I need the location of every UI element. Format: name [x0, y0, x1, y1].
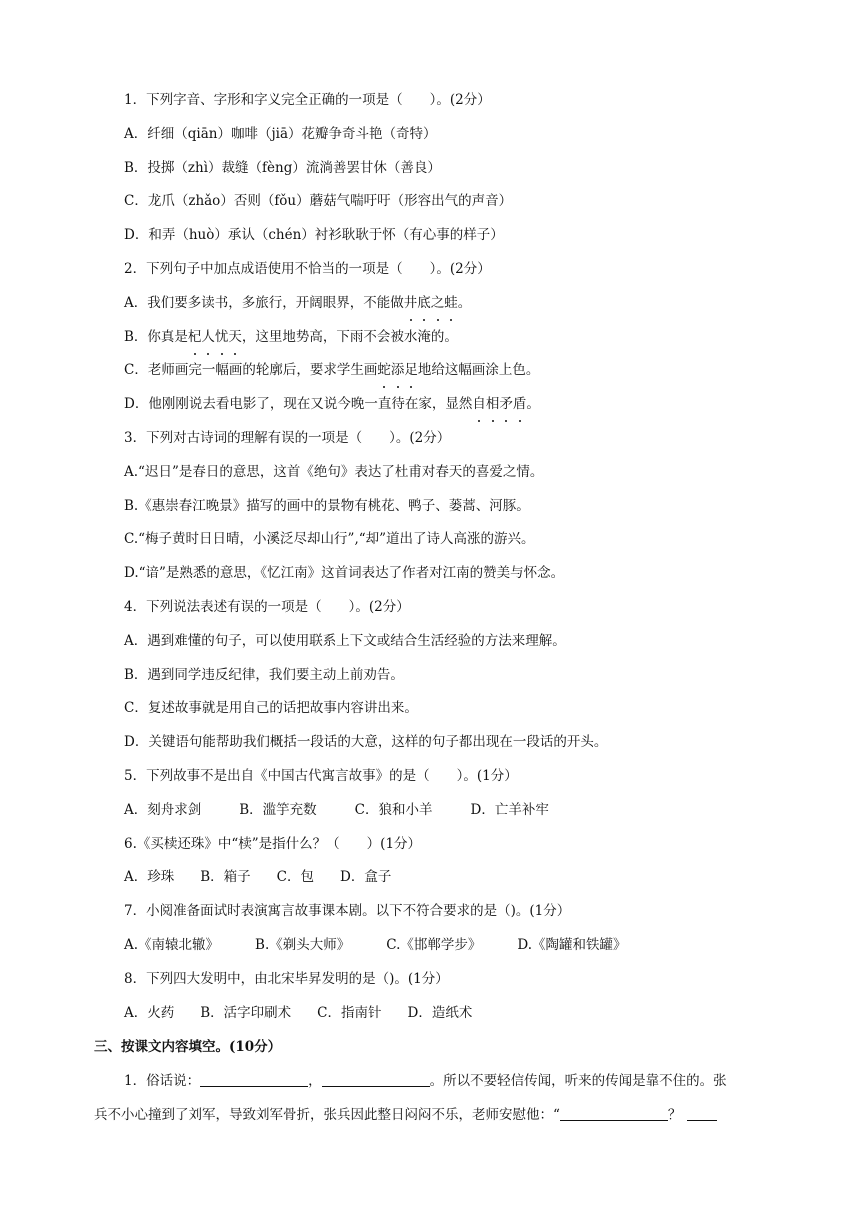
question-1-option-b: B．投掷（zhì）裁缝（fèng）流淌善罢甘休（善良） [124, 159, 441, 176]
question-5-option-c: C．狼和小羊 [354, 801, 433, 818]
question-1-option-a: A．纤细（qiān）咖啡（jiā）花瓣争奇斗艳（奇特） [124, 125, 437, 142]
emphasis-dot-char: 杞 [188, 323, 202, 351]
emphasis-dot-char: 底 [417, 289, 431, 317]
emphasis-dot-char: 矛 [499, 390, 513, 418]
section-3-question-1: 1．俗话说： ， 。所以不要轻信传闻，听来的传闻是靠不住的。张 [124, 1067, 774, 1101]
question-4-option-a: A．遇到难懂的句子，可以使用联系上下文或结合生活经验的方法来理解。 [124, 632, 566, 649]
question-6-stem: 6.《买椟还珠》中“椟”是指什么？（ ）(1分） [124, 835, 422, 852]
question-list [94, 86, 774, 1135]
question-7-stem: 7．小阅准备面试时表演寓言故事课本剧。以下不符合要求的是（)。(1分） [124, 903, 571, 920]
question-6-options [124, 863, 774, 897]
question-2-option-a: A．我们要多读书，多旅行，开阔眼界，不能做井底之蛙。 [124, 289, 774, 323]
dotted-idiom [472, 396, 526, 412]
question-6-option-c: C．包 [276, 869, 315, 886]
question-4-option-d: D．关键语句能帮助我们概括一段话的大意，这样的句子都出现在一段话的开头。 [124, 734, 608, 751]
question-5-option-b: B．滥竽充数 [239, 801, 317, 818]
question-7-option-d: D.《陶罐和铁罐》 [517, 936, 627, 953]
question-6-option-d: D．盒子 [340, 869, 392, 886]
question-1-option-d: D．和弄（huò）承认（chén）衬衫耿耿于怀（有心事的样子） [124, 227, 504, 244]
question-2-option-d: D．他刚刚说去看电影了，现在又说今晚一直待在家，显然自相矛盾。 [124, 390, 774, 424]
emphasis-dot-char: 之 [431, 289, 445, 317]
question-3-option-a: A.“迟日”是春日的意思，这首《绝句》表达了杜甫对春天的喜爱之情。 [124, 463, 544, 480]
emphasis-dot-char: 天 [228, 323, 242, 351]
emphasis-dot-char: 人 [201, 323, 215, 351]
question-4-stem: 4．下列说法表述有误的一项是（ ）。(2分） [124, 598, 410, 615]
emphasis-dot-char: 添 [391, 356, 405, 384]
question-8-stem: 8．下列四大发明中，由北宋毕昇发明的是（)。(1分） [124, 970, 449, 987]
question-2-option-b: B．你真是杞人忧天，这里地势高，下雨不会被水淹的。 [124, 323, 774, 357]
question-5-option-d: D．亡羊补牢 [470, 801, 549, 818]
question-7-options [124, 931, 774, 965]
question-1-stem: 1．下列字音、字形和字义完全正确的一项是（ ）。(2分） [124, 92, 491, 108]
question-3-option-d: D.“谙”是熟悉的意思，《忆江南》这首词表达了作者对江南的赞美与怀念。 [124, 565, 565, 582]
emphasis-dot-char: 相 [486, 390, 500, 418]
question-8-option-d: D．造纸术 [407, 1004, 473, 1021]
question-3-option-b: B.《惠崇春江晚景》描写的画中的景物有桃花、鸭子、蒌蒿、河豚。 [124, 497, 530, 514]
question-6-option-b: B．箱子 [200, 869, 251, 886]
dotted-idiom [188, 329, 242, 345]
question-6-option-a: A．珍珠 [124, 869, 175, 886]
emphasis-dot-char: 盾 [513, 390, 527, 418]
section-3-question-1-continued: 兵不小心撞到了刘军，导致刘军骨折，张兵因此整日闷闷不乐，老师安慰他：“ ？ [94, 1101, 774, 1135]
question-4-option-b: B．遇到同学违反纪律，我们要主动上前劝告。 [124, 666, 404, 683]
emphasis-dot-char: 井 [404, 289, 418, 317]
question-2-stem: 2．下列句子中加点成语使用不恰当的一项是（ ）。(2分） [124, 260, 491, 277]
question-4-option-c: C．复述故事就是用自己的话把故事内容讲出来。 [124, 700, 418, 717]
question-1-option-c: C．龙爪（zhǎo）否则（fǒu）蘑菇气喘吁吁（形容出气的声音） [124, 193, 513, 210]
answer-blank-3[interactable] [560, 1104, 668, 1121]
question-7-option-b: B.《剃头大师》 [255, 936, 351, 953]
question-5-options [124, 796, 774, 830]
question-8-option-c: C．指南针 [317, 1004, 382, 1021]
question-8-option-b: B．活字印刷术 [200, 1004, 292, 1021]
question-7-option-c: C.《邯郸学步》 [386, 936, 482, 953]
emphasis-dot-char: 足 [404, 356, 418, 384]
answer-blank-2[interactable] [322, 1070, 430, 1087]
emphasis-dot-char: 忧 [215, 323, 229, 351]
answer-blank-4[interactable] [687, 1104, 717, 1121]
emphasis-dot-char: 蛇 [377, 356, 391, 384]
question-2-option-c: C．老师画完一幅画的轮廓后，要求学生画蛇添足地给这幅画涂上色。 [124, 356, 774, 390]
emphasis-dot-char: 自 [472, 390, 486, 418]
dotted-idiom [404, 295, 458, 311]
emphasis-dot-char: 蛙 [444, 289, 458, 317]
section-3-title: 三、按课文内容填空。(10分） [94, 1039, 282, 1056]
question-5-option-a: A．刻舟求剑 [124, 801, 202, 818]
question-8-option-a: A．火药 [124, 1004, 175, 1021]
question-3-option-c: C.“梅子黄时日日晴，小溪泛尽却山行”,“却”道出了诗人高涨的游兴。 [124, 531, 535, 548]
answer-blank-1[interactable] [200, 1070, 308, 1087]
question-8-options [124, 999, 774, 1033]
question-3-stem: 3．下列对古诗词的理解有误的一项是（ ）。(2分） [124, 429, 451, 446]
question-7-option-a: A.《南辕北辙》 [124, 936, 220, 953]
dotted-idiom [377, 362, 418, 378]
question-5-stem: 5．下列故事不是出自《中国古代寓言故事》的是（ ）。(1分） [124, 767, 518, 784]
